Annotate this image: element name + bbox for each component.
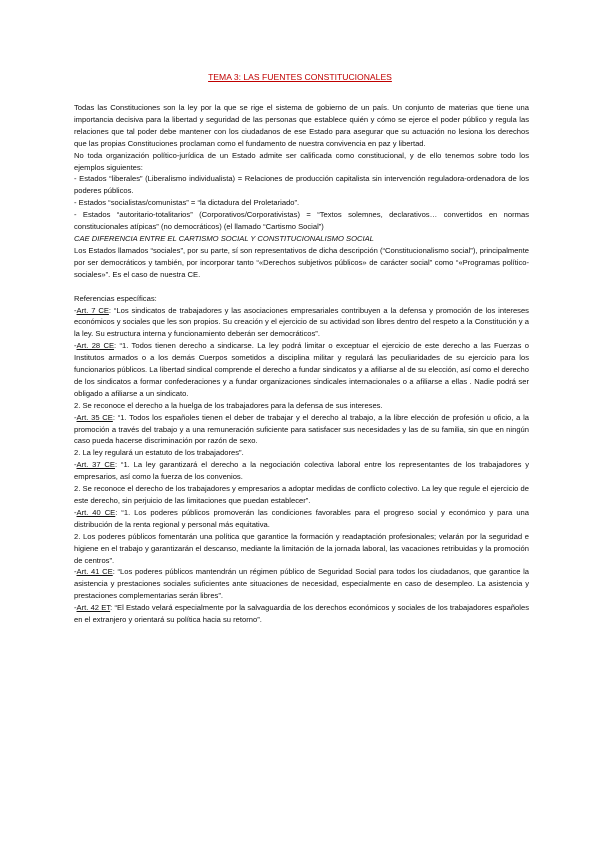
bullet-dash: -: [74, 412, 77, 422]
article-reference: Art. 42 ET: [76, 603, 111, 613]
article-text: : “1. Los poderes públicos promoverán las condiciones favorables para el progreso social y económico y para una distribución de la renta regional y personal más equitativa.: [74, 507, 529, 529]
document-body: [74, 102, 529, 626]
reference-item: [74, 602, 529, 626]
page-title: TEMA 3: LAS FUENTES CONSTITUCIONALES: [208, 72, 392, 82]
reference-item: [74, 447, 529, 459]
reference-item: [74, 566, 529, 602]
article-text: : “1. La ley garantizará el derecho a la negociación colectiva laboral entre los representantes de los trabajadores y empresarios, así como la fuerza de los convenios.: [74, 460, 529, 482]
article-text: 2. Se reconoce el derecho de los trabajadores y empresarios a adoptar medidas de conflicto colectivo. La ley que regule el ejercicio de este derecho, sin perjuicio de las limitaciones que puedan establecer”.: [74, 484, 529, 505]
social-paragraph: Los Estados llamados “sociales”, por su parte, sí son representativos de dicha descripción (“Constitucionalismo social”), principalmente por ser democráticos y también, por incorporar tanto “«Derechos subjetivos públicos» de carácter social” como “«Programas político-sociales»”. Es el caso de nuestra CE.: [74, 245, 529, 279]
article-reference: Art. 41 CE: [76, 567, 113, 577]
bullet-dash: -: [74, 507, 77, 517]
article-text: 2. Se reconoce el derecho a la huelga de los trabajadores para la defensa de sus intereses.: [74, 400, 383, 410]
article-text: : “1. Todos los españoles tienen el deber de trabajar y el derecho al trabajo, a la libre elección de profesión u oficio, a la promoción a través del trabajo y a una remuneración suficiente para satisfacer sus necesidades y las de su familia, sin que en ningún caso pueda hacerse discriminación por razón de sexo.: [74, 412, 530, 446]
article-text: : “El Estado velará especialmente por la salvaguardia de los derechos económicos y sociales de los trabajadores españoles en el extranjero y orientará su política hacia su retorno”.: [74, 603, 529, 625]
article-reference: Art. 7 CE: [76, 305, 109, 315]
article-text: : “1. Todos tienen derecho a sindicarse. La ley podrá limitar o exceptuar el ejercicio de este derecho a las Fuerzas o Institutos armados o a los demás Cuerpos sometidos a disciplina militar y regulará las peculiaridades de su ejercicio para los funcionarios públicos. La libertad sindical comprende el derecho a fundar sindicatos y a afiliarse al de su elección, así como el derecho de los sindicatos a formar confederaciones y a fundar organizaciones sindicales internacionales o a afiliarse a ellas . Nadie podrá ser obligado a afiliarse a un sindicato.: [74, 341, 529, 398]
article-text: 2. Los poderes públicos fomentarán una política que garantice la formación y readaptación profesionales; velarán por la seguridad e higiene en el trabajo y garantizarán el descanso, mediante la limitación de la jornada laboral, las vacaciones retribuidas y la promoción de centros”.: [74, 531, 529, 565]
reference-item: [74, 507, 529, 531]
spacer: [74, 281, 529, 293]
article-text: : “Los poderes públicos mantendrán un régimen público de Seguridad Social para todos los ciudadanos, que garantice la asistencia y prestaciones sociales suficientes ante situaciones de necesidad, especialmente en caso de desempleo. La asistencia y prestaciones complementarias serán libres”.: [74, 567, 530, 601]
reference-item: [74, 483, 529, 507]
list-item: - Estados “socialistas/comunistas” = “la dictadura del Proletariado”.: [74, 198, 300, 208]
intro-paragraph: No toda organización político-jurídica de un Estado admite ser calificada como constitucional, y de ello tenemos sobre todo los ejemplos siguientes:: [74, 150, 529, 172]
article-reference: Art. 40 CE: [76, 507, 116, 517]
bullet-dash: -: [74, 305, 77, 315]
reference-item: [74, 340, 529, 400]
reference-item: [74, 400, 529, 412]
article-text: : “Los sindicatos de trabajadores y las asociaciones empresariales contribuyen a la defensa y promoción de los intereses económicos y sociales que les son propios. Su creación y el ejercicio de su actividad son libres dentro del respeto a la Constitución y a la ley. Su estructura interna y funcionamiento deberán ser democráticos”.: [74, 305, 529, 339]
article-reference: Art. 35 CE: [76, 412, 113, 422]
bullet-dash: -: [74, 341, 77, 351]
reference-item: [74, 531, 529, 567]
article-reference: Art. 28 CE: [76, 341, 115, 351]
references-heading: Referencias específicas:: [74, 293, 157, 303]
bullet-dash: -: [74, 460, 77, 470]
list-item: - Estados “liberales” (Liberalismo individualista) = Relaciones de producción capitalista sin intervención reguladora-ordenadora de los poderes públicos.: [74, 174, 529, 196]
bullet-dash: -: [74, 567, 77, 577]
intro-paragraph: Todas las Constituciones son la ley por la que se rige el sistema de gobierno de un país. Un conjunto de materias que tiene una importancia decisiva para la libertad y seguridad de las personas que establece quién y cómo se ejerce el poder público y regula las relaciones que tal poder debe mantener con los ciudadanos de ese Estado para asegurar que su actuación no lesiona los derechos que las propias Constituciones proclaman como el fundamento de nuestra convivencia en paz y libertad.: [74, 103, 529, 148]
reference-item: [74, 305, 529, 341]
article-reference: Art. 37 CE: [76, 460, 115, 470]
reference-item: [74, 412, 529, 448]
article-text: 2. La ley regulará un estatuto de los trabajadores”.: [74, 448, 244, 458]
italic-note: CAE DIFERENCIA ENTRE EL CARTISMO SOCIAL Y CONSTITUCIONALISMO SOCIAL: [74, 233, 374, 243]
reference-item: [74, 459, 529, 483]
bullet-dash: -: [74, 603, 77, 613]
list-item: - Estados “autoritario-totalitarios” (Corporativos/Corporativistas) = “Textos solemnes, declarativos… convertidos en normas constitucionales atípicas” (no democráticos) (el llamado “Cartismo Social”): [74, 210, 529, 232]
